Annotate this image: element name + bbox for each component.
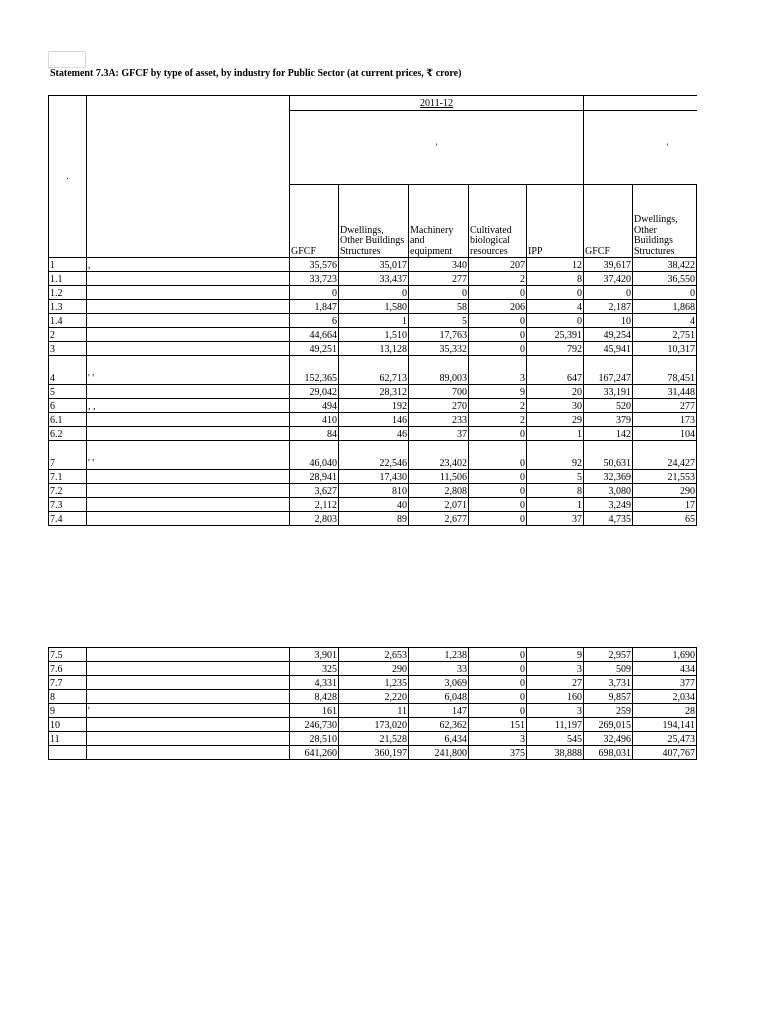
value-cell: 8,428 [290,690,339,704]
value-cell: 2,187 [584,300,633,314]
value-cell: 173,020 [339,718,409,732]
value-cell: 46,040 [290,441,339,470]
value-cell: 146 [339,413,409,427]
industry-name: ' ' [87,356,290,385]
value-cell: 44,664 [290,328,339,342]
value-cell: 6,434 [409,732,469,746]
industry-name [87,662,290,676]
value-cell: 641,260 [290,746,339,760]
value-cell: 2,677 [409,512,469,526]
value-cell: 207 [469,258,527,272]
row-number: 1.2 [49,286,87,300]
table-row [49,427,697,441]
value-cell: 11,506 [409,470,469,484]
value-cell: 2 [469,413,527,427]
value-cell: 37,420 [584,272,633,286]
table-row [49,342,697,356]
table-row [49,356,697,385]
value-cell: 78,451 [633,356,697,385]
value-cell: 0 [469,662,527,676]
table-row [49,704,697,718]
value-cell: 0 [469,441,527,470]
value-cell: 4,331 [290,676,339,690]
value-cell: 3 [527,662,584,676]
column-header: IPP [527,185,584,258]
value-cell: 259 [584,704,633,718]
value-cell: 0 [469,342,527,356]
value-cell: 379 [584,413,633,427]
industry-name: , [87,258,290,272]
value-cell: 11 [339,704,409,718]
row-number: 5 [49,385,87,399]
asset-type-header-2: ' [584,111,697,185]
value-cell: 37 [527,512,584,526]
value-cell: 28,941 [290,470,339,484]
row-number: 6.1 [49,413,87,427]
sno-header: . [49,96,87,258]
value-cell: 0 [469,704,527,718]
value-cell: 0 [633,286,697,300]
asset-type-header: ' [290,111,584,185]
column-header: Dwellings, Other Buildings Structures [633,185,697,258]
value-cell: 160 [527,690,584,704]
row-number: 7.3 [49,498,87,512]
value-cell: 40 [339,498,409,512]
value-cell: 89,003 [409,356,469,385]
value-cell: 33,723 [290,272,339,286]
value-cell: 270 [409,399,469,413]
value-cell: 277 [633,399,697,413]
value-cell: 33,191 [584,385,633,399]
row-number: 2 [49,328,87,342]
industry-name [87,484,290,498]
value-cell: 32,496 [584,732,633,746]
value-cell: 38,422 [633,258,697,272]
row-number: 7 [49,441,87,470]
value-cell: 173 [633,413,697,427]
value-cell: 58 [409,300,469,314]
value-cell: 84 [290,427,339,441]
value-cell: 38,888 [527,746,584,760]
value-cell: 62,713 [339,356,409,385]
column-header: GFCF [584,185,633,258]
value-cell: 29 [527,413,584,427]
value-cell: 24,427 [633,441,697,470]
table-row [49,286,697,300]
value-cell: 2,653 [339,648,409,662]
value-cell: 269,015 [584,718,633,732]
value-cell: 27 [527,676,584,690]
table-row [49,690,697,704]
value-cell: 0 [469,314,527,328]
table-row [49,385,697,399]
value-cell: 28,312 [339,385,409,399]
value-cell: 0 [469,328,527,342]
value-cell: 37 [409,427,469,441]
value-cell: 434 [633,662,697,676]
value-cell: 4,735 [584,512,633,526]
value-cell: 45,941 [584,342,633,356]
table-row [49,512,697,526]
value-cell: 545 [527,732,584,746]
table-row [49,272,697,286]
value-cell: 277 [409,272,469,286]
value-cell: 6,048 [409,690,469,704]
value-cell: 0 [409,286,469,300]
industry-name [87,342,290,356]
value-cell: 28 [633,704,697,718]
value-cell: 647 [527,356,584,385]
column-header: Dwellings, Other Buildings Structures [339,185,409,258]
value-cell: 0 [469,484,527,498]
value-cell: 25,391 [527,328,584,342]
value-cell: 410 [290,413,339,427]
row-number: 4 [49,356,87,385]
value-cell: 11,197 [527,718,584,732]
industry-name: ' ' [87,441,290,470]
row-number: 1.4 [49,314,87,328]
industry-name [87,676,290,690]
value-cell: 698,031 [584,746,633,760]
value-cell: 17,763 [409,328,469,342]
value-cell: 3 [527,704,584,718]
value-cell: 20 [527,385,584,399]
value-cell: 246,730 [290,718,339,732]
value-cell: 4 [527,300,584,314]
value-cell: 2,112 [290,498,339,512]
row-number: 9 [49,704,87,718]
value-cell: 30 [527,399,584,413]
industry-name: ' [87,704,290,718]
table-row [49,732,697,746]
value-cell: 33 [409,662,469,676]
value-cell: 0 [469,498,527,512]
industry-name: , , [87,399,290,413]
value-cell: 700 [409,385,469,399]
table-row [49,746,697,760]
table-row [49,648,697,662]
industry-name [87,413,290,427]
industry-header [87,96,290,258]
value-cell: 407,767 [633,746,697,760]
value-cell: 2,808 [409,484,469,498]
value-cell: 10,317 [633,342,697,356]
value-cell: 494 [290,399,339,413]
value-cell: 0 [469,470,527,484]
value-cell: 0 [527,286,584,300]
value-cell: 1,235 [339,676,409,690]
table-row [49,413,697,427]
value-cell: 360,197 [339,746,409,760]
row-number [49,746,87,760]
industry-name [87,272,290,286]
value-cell: 290 [633,484,697,498]
value-cell: 3 [469,356,527,385]
value-cell: 35,576 [290,258,339,272]
value-cell: 3,249 [584,498,633,512]
value-cell: 21,528 [339,732,409,746]
industry-name [87,718,290,732]
value-cell: 2,803 [290,512,339,526]
row-number: 1.3 [49,300,87,314]
value-cell: 2,034 [633,690,697,704]
value-cell: 0 [469,286,527,300]
table-row [49,300,697,314]
value-cell: 2,751 [633,328,697,342]
value-cell: 33,437 [339,272,409,286]
value-cell: 3,069 [409,676,469,690]
value-cell: 3,627 [290,484,339,498]
table-row [49,258,697,272]
industry-name [87,328,290,342]
row-number: 7.5 [49,648,87,662]
industry-name [87,498,290,512]
industry-name [87,300,290,314]
value-cell: 377 [633,676,697,690]
value-cell: 142 [584,427,633,441]
year-header: 2011-12 [290,96,584,111]
value-cell: 28,510 [290,732,339,746]
value-cell: 1,580 [339,300,409,314]
row-number: 6.2 [49,427,87,441]
value-cell: 3,731 [584,676,633,690]
table-row [49,328,697,342]
value-cell: 1,510 [339,328,409,342]
value-cell: 23,402 [409,441,469,470]
row-number: 7.1 [49,470,87,484]
value-cell: 49,254 [584,328,633,342]
industry-name [87,746,290,760]
column-header: Cultivated biological resources [469,185,527,258]
value-cell: 2,220 [339,690,409,704]
industry-name [87,512,290,526]
value-cell: 50,631 [584,441,633,470]
value-cell: 1 [527,427,584,441]
table-row [49,676,697,690]
value-cell: 3,080 [584,484,633,498]
table-row [49,718,697,732]
row-number: 7.4 [49,512,87,526]
value-cell: 36,550 [633,272,697,286]
value-cell: 49,251 [290,342,339,356]
value-cell: 9 [469,385,527,399]
value-cell: 1 [527,498,584,512]
value-cell: 104 [633,427,697,441]
page-title: Statement 7.3A: GFCF by type of asset, by industry for Public Sector (at current prices, ₹ crore) [50,68,462,79]
value-cell: 1,847 [290,300,339,314]
data-table-bottom [48,647,697,760]
industry-name [87,427,290,441]
value-cell: 17,430 [339,470,409,484]
industry-name [87,732,290,746]
value-cell: 792 [527,342,584,356]
value-cell: 2 [469,399,527,413]
value-cell: 0 [469,690,527,704]
table-row [49,399,697,413]
row-number: 7.6 [49,662,87,676]
value-cell: 9,857 [584,690,633,704]
value-cell: 6 [290,314,339,328]
column-header: Machinery and equipment [409,185,469,258]
column-header: GFCF [290,185,339,258]
value-cell: 62,362 [409,718,469,732]
value-cell: 89 [339,512,409,526]
row-number: 8 [49,690,87,704]
value-cell: 290 [339,662,409,676]
row-number: 7.2 [49,484,87,498]
value-cell: 65 [633,512,697,526]
industry-name [87,690,290,704]
value-cell: 1 [339,314,409,328]
value-cell: 233 [409,413,469,427]
row-number: 7.7 [49,676,87,690]
value-cell: 2,957 [584,648,633,662]
value-cell: 5 [527,470,584,484]
value-cell: 17 [633,498,697,512]
value-cell: 35,017 [339,258,409,272]
value-cell: 4 [633,314,697,328]
value-cell: 161 [290,704,339,718]
value-cell: 32,369 [584,470,633,484]
value-cell: 13,128 [339,342,409,356]
value-cell: 1,868 [633,300,697,314]
value-cell: 0 [290,286,339,300]
value-cell: 509 [584,662,633,676]
value-cell: 46 [339,427,409,441]
next-year-header [584,96,697,111]
value-cell: 10 [584,314,633,328]
row-number: 3 [49,342,87,356]
row-number: 10 [49,718,87,732]
table-row [49,470,697,484]
value-cell: 375 [469,746,527,760]
table-row [49,484,697,498]
value-cell: 35,332 [409,342,469,356]
value-cell: 2 [469,272,527,286]
row-number: 1.1 [49,272,87,286]
value-cell: 0 [339,286,409,300]
industry-name [87,385,290,399]
value-cell: 194,141 [633,718,697,732]
value-cell: 0 [469,676,527,690]
table-row [49,498,697,512]
value-cell: 2,071 [409,498,469,512]
value-cell: 3,901 [290,648,339,662]
value-cell: 206 [469,300,527,314]
selected-cell[interactable] [48,51,86,68]
value-cell: 810 [339,484,409,498]
value-cell: 340 [409,258,469,272]
value-cell: 31,448 [633,385,697,399]
table-row [49,314,697,328]
row-number: 11 [49,732,87,746]
value-cell: 151 [469,718,527,732]
value-cell: 167,247 [584,356,633,385]
value-cell: 0 [527,314,584,328]
table-row [49,662,697,676]
industry-name [87,648,290,662]
value-cell: 8 [527,484,584,498]
value-cell: 325 [290,662,339,676]
value-cell: 9 [527,648,584,662]
value-cell: 1,238 [409,648,469,662]
value-cell: 12 [527,258,584,272]
value-cell: 8 [527,272,584,286]
value-cell: 0 [469,512,527,526]
value-cell: 25,473 [633,732,697,746]
row-number: 1 [49,258,87,272]
industry-name [87,314,290,328]
data-table-top [48,95,697,526]
value-cell: 147 [409,704,469,718]
value-cell: 0 [584,286,633,300]
row-number: 6 [49,399,87,413]
value-cell: 39,617 [584,258,633,272]
value-cell: 192 [339,399,409,413]
value-cell: 3 [469,732,527,746]
value-cell: 22,546 [339,441,409,470]
value-cell: 92 [527,441,584,470]
value-cell: 21,553 [633,470,697,484]
industry-name [87,286,290,300]
value-cell: 241,800 [409,746,469,760]
value-cell: 0 [469,648,527,662]
value-cell: 0 [469,427,527,441]
table-row [49,441,697,470]
value-cell: 520 [584,399,633,413]
value-cell: 152,365 [290,356,339,385]
value-cell: 29,042 [290,385,339,399]
value-cell: 1,690 [633,648,697,662]
value-cell: 5 [409,314,469,328]
industry-name [87,470,290,484]
